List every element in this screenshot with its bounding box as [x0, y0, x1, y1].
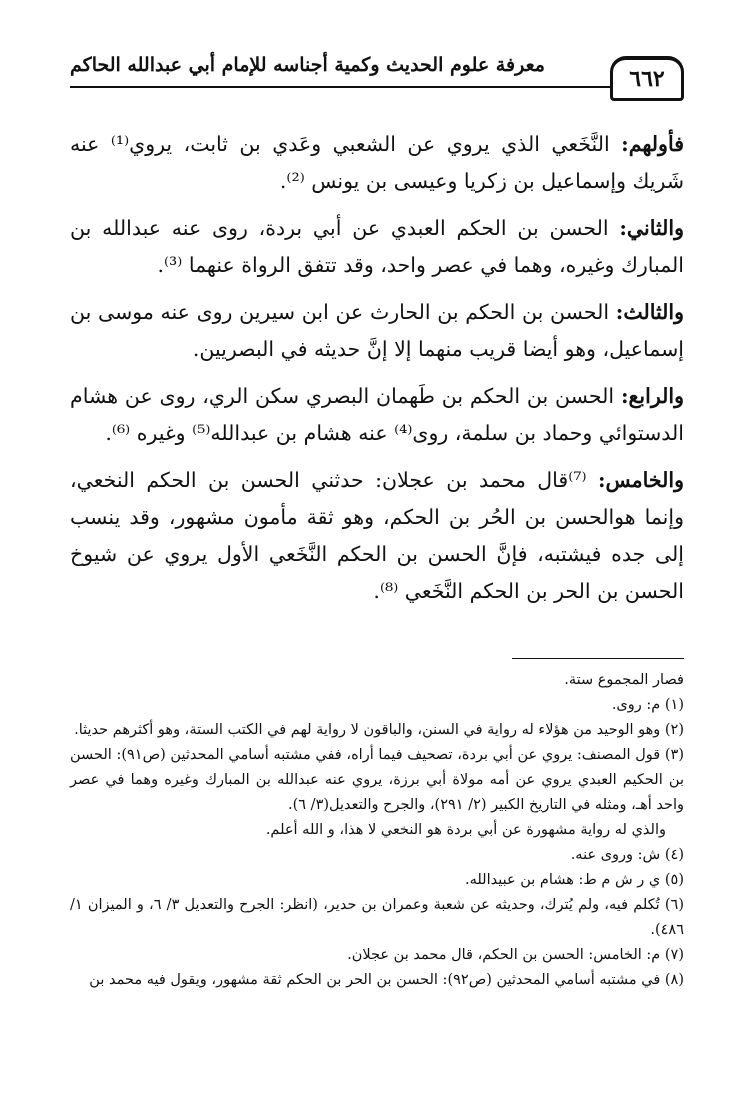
footnote: (١) م: روى.: [611, 697, 684, 713]
paragraph-1: [70, 126, 684, 200]
paragraph-text: الحسن بن الحكم العبدي عن أبي بردة، روى عنه عبدالله بن المبارك وغيره، وهما في عصر واحد، وقد تتفق الرواة عنهما ⁽³⁾.: [70, 216, 684, 277]
paragraph-4: [70, 378, 684, 452]
paragraph-text: النَّخَعي الذي يروي عن الشعبي وعَدي بن ثابت، يروي⁽¹⁾ عنه شَريك وإسماعيل بن زكريا وعيسى بن يونس ⁽²⁾.: [70, 132, 684, 193]
footnote: (٢) وهو الوحيد من هؤلاء له رواية في السنن، والباقون لا رواية لهم في الكتب الستة، وهو أكثرهم حديثا.: [74, 722, 684, 738]
paragraph-5: [70, 462, 684, 610]
paragraph-lead: والثاني:: [619, 216, 684, 240]
footnote: (٦) تُكلم فيه، ولم يُترك، وحديثه عن شعبة وعمران بن حدير، (انظر: الجرح والتعديل ٣/ ٦، و الميزان ١/ ٤٨٦).: [70, 897, 684, 938]
paragraph-3: [70, 294, 684, 368]
running-title: معرفة علوم الحديث وكمية أجناسه للإمام أبي عبدالله الحاكم: [70, 54, 545, 76]
main-text: [70, 126, 684, 620]
footnote: (٧) م: الخامس: الحسن بن الحكم، قال محمد بن عجلان.: [347, 947, 684, 963]
footnotes: [70, 668, 684, 993]
paragraph-lead: والخامس:: [597, 468, 684, 492]
page-header: [70, 50, 684, 94]
paragraph-text: ⁽⁷⁾قال محمد بن عجلان: حدثني الحسن بن الحكم النخعي، وإنما هوالحسن بن الحُر بن الحكم، وهو ثقة مأمون مشهور، وقد ينسب إلى جده فيشتبه، فإنَّ الحسن بن الحكم النَّخَعي الأول يروي عن شيوخ الحسن بن الحر بن الحكم النَّخَعي ⁽⁸⁾.: [70, 468, 684, 603]
footnote: والذي له رواية مشهورة عن أبي بردة هو النخعي لا هذا، و الله أعلم.: [265, 822, 666, 838]
footnote: (٨) في مشتبه أسامي المحدثين (ص٩٢): الحسن بن الحر بن الحكم ثقة مشهور، ويقول فيه محمد بن: [89, 972, 684, 988]
footnote-separator: [512, 658, 684, 659]
paragraph-lead: والثالث:: [615, 300, 684, 324]
paragraph-text: الحسن بن الحكم بن الحارث عن ابن سيرين روى عنه موسى بن إسماعيل، وهو أيضا قريب منهما إلا إنَّ حديثه في البصريين.: [70, 300, 684, 361]
paragraph-lead: فأولهم:: [621, 132, 684, 156]
header-rule: [70, 86, 612, 88]
paragraph-text: الحسن بن الحكم بن طَهمان البصري سكن الري، روى عن هشام الدستوائي وحماد بن سلمة، روى⁽⁴⁾ عنه هشام بن عبدالله⁽⁵⁾ وغيره ⁽⁶⁾.: [70, 384, 684, 445]
paragraph-lead: والرابع:: [620, 384, 684, 408]
footnote: (٤) ش: وروى عنه.: [570, 847, 684, 863]
footnote: فصار المجموع ستة.: [564, 672, 684, 688]
footnote: (٥) ي ر ش م ط: هشام بن عبيدالله.: [464, 872, 684, 888]
page-number: ٦٦٢: [610, 56, 684, 101]
paragraph-2: [70, 210, 684, 284]
footnote: (٣) قول المصنف: يروي عن أبي بردة، تصحيف فيما أراه، ففي مشتبه أسامي المحدثين (ص٩١): الحسن بن الحكيم العبدي يروي عن أمه مولاة أبي برزة، يروي عنه عبدالله بن المبارك وغيره وهما في عصر واحد أهـ، ومثله في التاريخ الكبير (٢/ ٢٩١)، والجرح والتعديل(٣/ ٦).: [70, 747, 684, 813]
